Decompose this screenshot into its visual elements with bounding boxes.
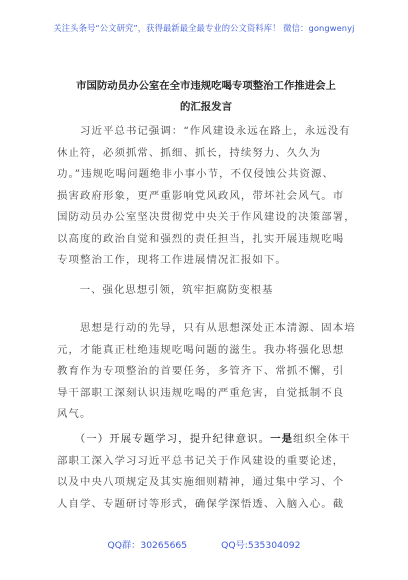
paragraph-thought bbox=[57, 318, 355, 426]
title-line-2: 的汇报发言 bbox=[180, 101, 232, 113]
footer-contact bbox=[0, 537, 408, 551]
text-line: 以及中央八项规定及其实施细则精神，通过集中学习、个 bbox=[57, 476, 345, 488]
text-line: 思想是行动的先导，只有从思想深处正本清源、固本培 bbox=[57, 322, 356, 334]
emphasis-lead: 一是 bbox=[270, 433, 294, 445]
text-line: 元，才能真正杜绝违规吃喝问题的滋生。我办将强化思想 bbox=[57, 343, 345, 356]
text-line: 功。”违规吃喝问题绝非小事小节，不仅侵蚀公共资源、 bbox=[57, 168, 334, 180]
text-line: 损害政府形象，更严重影响党风政风，带坏社会风气。市 bbox=[57, 189, 345, 202]
text-line: 以高度的政治自觉和强烈的责任担当，扎实开展违规吃喝 bbox=[57, 232, 345, 245]
subheading: （一）开展专题学习，提升纪律意识。 bbox=[79, 433, 271, 445]
qq-group-number[interactable]: QQ群：30265665 bbox=[107, 540, 188, 551]
header-banner[interactable]: 关注头条号“公文研究”，获得最新最全最专业的公文资料库！ 微信：gongwenyj bbox=[53, 23, 355, 33]
text-line: 教育作为专项整治的首要任务，多管齐下、常抓不懈，引 bbox=[57, 365, 345, 377]
qq-account-number[interactable]: QQ号:535304092 bbox=[221, 540, 301, 551]
text-line-with-subhead bbox=[57, 429, 355, 451]
text-line: 人自学、专题研讨等形式，确保学深悟透、入脑入心。截 bbox=[57, 497, 345, 510]
paragraph-intro bbox=[57, 121, 355, 272]
text-line: 导干部职工深刻认识违规吃喝的严重危害，自觉抵制不良 bbox=[57, 386, 345, 399]
text-line: 习近平总书记强调：“作风建设永远在路上，永远没有 bbox=[57, 125, 351, 137]
text-line: 专项整治工作，现将工作进展情况汇报如下。 bbox=[57, 254, 287, 266]
text-line: 休止符，必须抓常、抓细、抓长，持续努力、久久为 bbox=[57, 146, 322, 159]
text-line: 部职工深入学习习近平总书记关于作风建设的重要论述， bbox=[57, 454, 345, 467]
text-fragment: 组织全体干 bbox=[293, 433, 351, 445]
section-heading: 一、强化思想引领，筑牢拒腐防变根基 bbox=[57, 284, 274, 296]
document-title bbox=[56, 76, 356, 118]
text-line: 风气。 bbox=[57, 408, 92, 420]
paragraph-study bbox=[57, 429, 355, 515]
title-line-1: 市国防动员办公室在全市违规吃喝专项整治工作推进会上 bbox=[76, 80, 336, 92]
text-line: 国防动员办公室坚决贯彻党中央关于作风建设的决策部署， bbox=[57, 211, 356, 223]
